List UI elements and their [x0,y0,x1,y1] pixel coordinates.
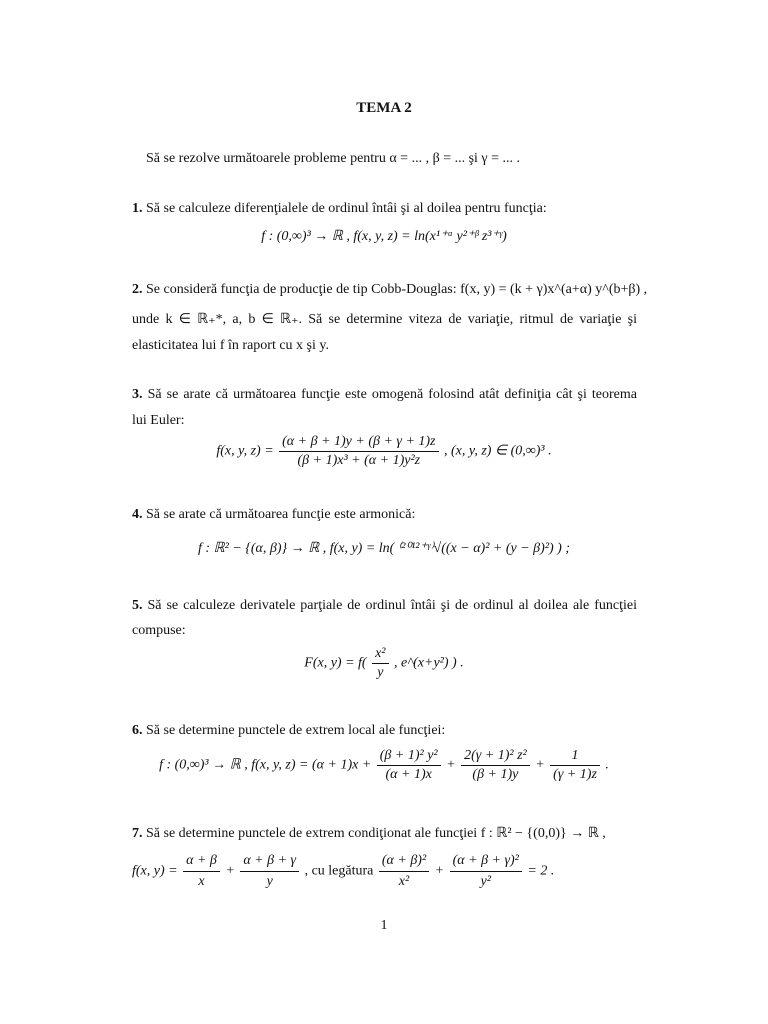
problem-number: 3. [132,387,143,402]
problem-6 [132,722,445,740]
problem-1 [132,200,547,218]
problem-2-line-1 [132,281,647,299]
fraction: $\frac{\text{x²}}{y}$ [372,646,388,681]
fraction: $\frac{\text{(β + 1)² y²}}{(\alpha + 1)x}$ [377,748,441,783]
problem-7-formula: f(x, y) = $\frac{\alpha + \beta}{x}$ + $\frac{\alpha + \beta + \gamma}{y}$ , cu legătura $\frac{\text{(α + β)²}}{\text{x²}}$ + $\frac{\text{(α + β + γ)²}}{\text{y²}}$ = 2 . [132,853,555,889]
problem-2-line-2: unde k ∈ ℝ₊*, a, b ∈ ℝ₊. Să se determine viteza de variaţie, ritmul de variaţie şi [132,312,637,327]
page-number: 1 [380,918,388,933]
fraction: $\frac{\alpha + \beta}{x}$ [183,852,220,891]
problem-5-line-2: compuse: [132,623,186,638]
fraction: $\frac{(\alpha + \beta + 1)y + (\beta + \gamma + 1)z}{\text{(β + 1)x³ + (α + 1)y²z}}$ [279,434,438,469]
problem-text: Să se determine punctele de extrem local ale funcţiei: [146,723,446,738]
problem-4 [132,506,415,524]
problem-text: Să se determine punctele de extrem condiţionat ale funcţiei f : ℝ² − {(0,0)} → ℝ , [146,826,606,841]
problem-number: 7. [132,826,143,841]
problem-text: Să se calculeze diferenţialele de ordinul întâi şi al doilea pentru funcţia: [146,201,547,216]
problem-2-line-3: elasticitatea lui f în raport cu x şi y. [132,338,329,353]
problem-5-line-1 [132,597,637,615]
problem-5-formula: F(x, y) = f( $\frac{\text{x²}}{y}$ , e^(x+y²) ) . [304,646,464,680]
fraction: $\frac{\text{2(γ + 1)² z²}}{(\beta + 1)y}$ [461,748,530,783]
fraction: $\frac{\text{(α + β)²}}{\text{x²}}$ [379,852,429,891]
document-title: TEMA 2 [356,100,412,116]
fraction: $\frac{\alpha + \beta + \gamma}{y}$ [240,852,299,891]
problem-3-line-2: lui Euler: [132,413,185,428]
problem-4-formula: f : ℝ² − {(α, β)} → ℝ , f(x, y) = ln( ⁽²⁰¹²⁺ᵞ⁾√((x − α)² + (y − β)²) ) ; [197,541,571,556]
problem-number: 5. [132,598,143,613]
problem-6-formula: f : (0,∞)³ → ℝ , f(x, y, z) = (α + 1)x + $\frac{\text{(β + 1)² y²}}{(\alpha + 1)x}$ + $\frac{\text{2(γ + 1)² z²}}{(\beta + 1)y}$ + $\frac{1}{(\gamma + 1)z}$ . [159,748,609,782]
problem-number: 1. [132,201,143,216]
problem-text: Să se calculeze derivatele parţiale de ordinul întâi şi de ordinul al doilea ale funcţiei [147,598,637,613]
problem-number: 4. [132,507,143,522]
problem-7-line-1 [132,825,606,843]
problem-text: Să se arate că următoarea funcţie este armonică: [146,507,416,522]
problem-3-line-1 [132,386,637,404]
problem-1-formula: f : (0,∞)³ → ℝ , f(x, y, z) = ln(x¹⁺ᵅ y²⁺ᵝ z³⁺ᵞ) [261,229,507,244]
problem-number: 6. [132,723,143,738]
fraction: $\frac{1}{(\gamma + 1)z}$ [550,748,600,783]
intro-text: Să se rezolve următoarele probleme pentru α = ... , β = ... şi γ = ... . [146,151,521,166]
problem-text: Se consideră funcţia de producţie de tip Cobb-Douglas: f(x, y) = (k + γ)x^(a+α) y^(b+β) , [146,282,648,297]
problem-text: Să se arate că următoarea funcţie este omogenă folosind atât definiţia cât şi teorema [147,387,637,402]
problem-3-formula: f(x, y, z) = $\frac{(\alpha + \beta + 1)y + (\beta + \gamma + 1)z}{\text{(β + 1)x³ + (α + 1)y²z}}$ , (x, y, z) ∈ (0,∞)³ . [216,434,552,468]
fraction: $\frac{\text{(α + β + γ)²}}{\text{y²}}$ [450,852,522,891]
problem-number: 2. [132,282,143,297]
